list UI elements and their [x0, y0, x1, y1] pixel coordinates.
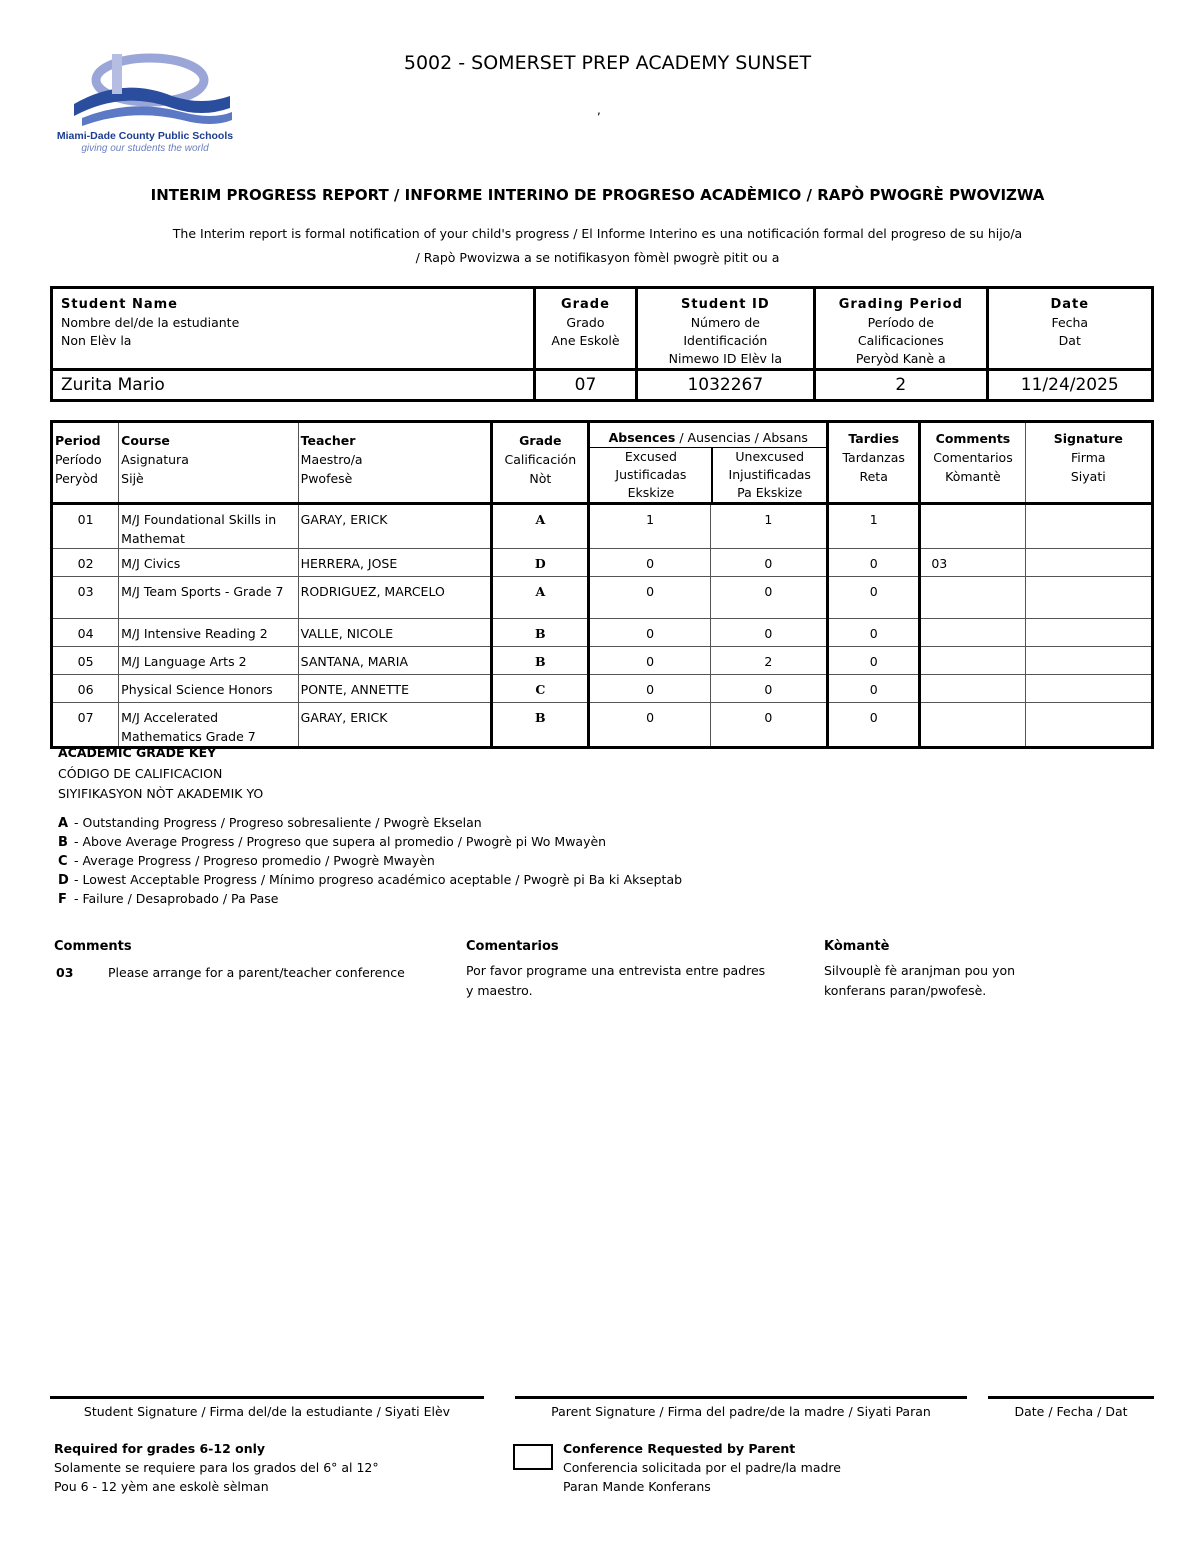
- comments-title-es: Comentarios: [466, 939, 559, 954]
- row-signature: [1025, 504, 1152, 549]
- row-signature: [1025, 577, 1152, 619]
- row-course: M/J Accelerated Mathematics Grade 7: [119, 703, 298, 748]
- row-signature: [1025, 703, 1152, 748]
- grade-key-title-es: CÓDIGO DE CALIFICACION: [58, 766, 223, 781]
- student-name-header: Student Name Nombre del/de la estudiante Non Elèv la: [61, 297, 240, 348]
- row-unexcused: 0: [710, 619, 827, 647]
- comments-title-ht: Kòmantè: [824, 939, 890, 954]
- student-info-table: [50, 286, 1154, 402]
- row-period: 05: [52, 647, 119, 675]
- student-id-header: Student ID Número de Identificación Nimewo ID Elèv la: [636, 288, 814, 370]
- grade-key-item: C - Average Progress / Progreso promedio / Pwogrè Mwayèn: [58, 853, 435, 869]
- row-excused: 1: [589, 504, 710, 549]
- row-signature: [1025, 619, 1152, 647]
- grade-key-title: ACADEMIC GRADE KEY: [58, 745, 217, 760]
- grading-period-value: 2: [815, 370, 987, 401]
- comments-title-en: Comments: [54, 939, 132, 954]
- row-unexcused: 0: [710, 675, 827, 703]
- comment-code: 03: [56, 965, 74, 980]
- row-grade: B: [492, 619, 589, 647]
- row-unexcused: 0: [710, 577, 827, 619]
- address-placeholder: ,: [597, 103, 601, 117]
- row-tardies: 1: [828, 504, 920, 549]
- parent-signature-line[interactable]: [515, 1396, 967, 1399]
- row-signature: [1025, 549, 1152, 577]
- grade-key-item: F - Failure / Desaprobado / Pa Pase: [58, 891, 279, 907]
- row-excused: 0: [589, 647, 710, 675]
- row-period: 07: [52, 703, 119, 748]
- row-grade: D: [492, 549, 589, 577]
- table-row: [52, 619, 1153, 647]
- row-teacher: SANTANA, MARIA: [298, 647, 492, 675]
- row-comments: [920, 703, 1025, 748]
- table-row: [52, 577, 1153, 619]
- unexcused-column-header: Unexcused Injustificadas Pa Ekskize: [728, 449, 811, 500]
- row-period: 02: [52, 549, 119, 577]
- row-course: M/J Language Arts 2: [119, 647, 298, 675]
- row-period: 04: [52, 619, 119, 647]
- grade-key-title-ht: SIYIFIKASYON NÒT AKADEMIK YO: [58, 786, 264, 801]
- grades-table: [50, 420, 1154, 749]
- row-comments: 03: [920, 549, 1025, 577]
- table-row: [52, 504, 1153, 549]
- conference-note: Conference Requested by Parent Conferencia solicitada por el padre/la madre Paran Mande Konferans: [563, 1441, 841, 1494]
- row-unexcused: 0: [710, 549, 827, 577]
- row-period: 03: [52, 577, 119, 619]
- date-header: Date Fecha Dat: [987, 288, 1152, 370]
- row-tardies: 0: [828, 703, 920, 748]
- row-course: M/J Foundational Skills in Mathemat: [119, 504, 298, 549]
- row-tardies: 0: [828, 647, 920, 675]
- row-tardies: 0: [828, 675, 920, 703]
- table-row: [52, 549, 1153, 577]
- comment-text-es: Por favor programe una entrevista entre padres y maestro.: [466, 963, 766, 998]
- row-unexcused: 1: [710, 504, 827, 549]
- row-signature: [1025, 647, 1152, 675]
- row-grade: A: [492, 504, 589, 549]
- row-excused: 0: [589, 703, 710, 748]
- row-tardies: 0: [828, 549, 920, 577]
- row-excused: 0: [589, 549, 710, 577]
- row-grade: B: [492, 647, 589, 675]
- row-course: M/J Intensive Reading 2: [119, 619, 298, 647]
- parent-signature-label: Parent Signature / Firma del padre/de la madre / Siyati Paran: [551, 1404, 931, 1419]
- grade-key-item: A - Outstanding Progress / Progreso sobresaliente / Pwogrè Ekselan: [58, 815, 482, 831]
- grading-period-header: Grading Period Período de Calificaciones Peryòd Kanè a: [815, 288, 987, 370]
- row-teacher: GARAY, ERICK: [298, 504, 492, 549]
- date-value: 11/24/2025: [987, 370, 1152, 401]
- row-course: Physical Science Honors: [119, 675, 298, 703]
- student-id-value: 1032267: [636, 370, 814, 401]
- row-grade: C: [492, 675, 589, 703]
- intro-line-2: / Rapò Pwovizwa a se notifikasyon fòmèl pwogrè pitit ou a: [415, 250, 780, 265]
- row-grade: B: [492, 703, 589, 748]
- logo-text: Miami-Dade County Public Schools: [56, 130, 234, 142]
- intro-line-1: The Interim report is formal notification of your child's progress / El Informe Interino es una notificación formal del progreso de su hijo/a: [172, 226, 1023, 241]
- row-tardies: 0: [828, 619, 920, 647]
- row-teacher: HERRERA, JOSE: [298, 549, 492, 577]
- row-teacher: VALLE, NICOLE: [298, 619, 492, 647]
- tardies-column-header: Tardies Tardanzas Reta: [828, 422, 920, 504]
- row-comments: [920, 675, 1025, 703]
- row-period: 06: [52, 675, 119, 703]
- comment-text-ht: Silvouplè fè aranjman pou yon konferans paran/pwofesè.: [824, 963, 1016, 998]
- row-comments: [920, 619, 1025, 647]
- grade-value: 07: [535, 370, 636, 401]
- grade-key-item: D - Lowest Acceptable Progress / Mínimo progreso académico aceptable / Pwogrè pi Ba ki Akseptab: [58, 872, 683, 888]
- required-note: Required for grades 6-12 only Solamente se requiere para los grados del 6° al 12° Pou 6 - 12 yèm ane eskolè sèlman: [54, 1441, 379, 1494]
- table-row: [52, 647, 1153, 675]
- row-comments: [920, 577, 1025, 619]
- student-signature-label: Student Signature / Firma del/de la estudiante / Siyati Elèv: [83, 1404, 451, 1419]
- row-course: M/J Team Sports - Grade 7: [119, 577, 298, 619]
- excused-column-header: Excused Justificadas Ekskize: [590, 448, 713, 502]
- course-column-header: Course Asignatura Sijè: [119, 422, 298, 504]
- absences-column-header: Absences / Ausencias / Absans Excused Justificadas Ekskize Unexcused Injustificadas Pa Ekskize: [589, 422, 828, 504]
- row-comments: [920, 504, 1025, 549]
- signature-date-line[interactable]: [988, 1396, 1154, 1399]
- signature-date-label: Date / Fecha / Dat: [1014, 1404, 1128, 1419]
- row-comments: [920, 647, 1025, 675]
- table-row: [52, 675, 1153, 703]
- logo-tagline: giving our students the world: [81, 143, 209, 154]
- row-excused: 0: [589, 577, 710, 619]
- teacher-column-header: Teacher Maestro/a Pwofesè: [298, 422, 492, 504]
- row-grade: A: [492, 577, 589, 619]
- school-name: 5002 - SOMERSET PREP ACADEMY SUNSET: [403, 52, 812, 74]
- row-signature: [1025, 675, 1152, 703]
- row-excused: 0: [589, 619, 710, 647]
- student-signature-line[interactable]: [50, 1396, 484, 1399]
- row-course: M/J Civics: [119, 549, 298, 577]
- comment-text-en: Please arrange for a parent/teacher conference: [108, 965, 405, 980]
- signature-column-header: Signature Firma Siyati: [1025, 422, 1152, 504]
- grade-key-item: B - Above Average Progress / Progreso que supera al promedio / Pwogrè pi Wo Mwayèn: [58, 834, 607, 850]
- row-excused: 0: [589, 675, 710, 703]
- grade-header: Grade Grado Ane Eskolè: [535, 288, 636, 370]
- report-title: INTERIM PROGRESS REPORT / INFORME INTERINO DE PROGRESO ACADÈMICO / RAPÒ PWOGRÈ PWOVIZWA: [150, 186, 1045, 204]
- row-tardies: 0: [828, 577, 920, 619]
- period-column-header: Period Período Peryòd: [52, 422, 119, 504]
- row-teacher: PONTE, ANNETTE: [298, 675, 492, 703]
- student-name-value: Zurita Mario: [52, 370, 535, 401]
- row-unexcused: 2: [710, 647, 827, 675]
- table-row: [52, 703, 1153, 748]
- row-unexcused: 0: [710, 703, 827, 748]
- grade-column-header: Grade Calificación Nòt: [492, 422, 589, 504]
- row-teacher: GARAY, ERICK: [298, 703, 492, 748]
- conference-checkbox[interactable]: [513, 1444, 553, 1470]
- row-teacher: RODRIGUEZ, MARCELO: [298, 577, 492, 619]
- comments-column-header: Comments Comentarios Kòmantè: [920, 422, 1025, 504]
- row-period: 01: [52, 504, 119, 549]
